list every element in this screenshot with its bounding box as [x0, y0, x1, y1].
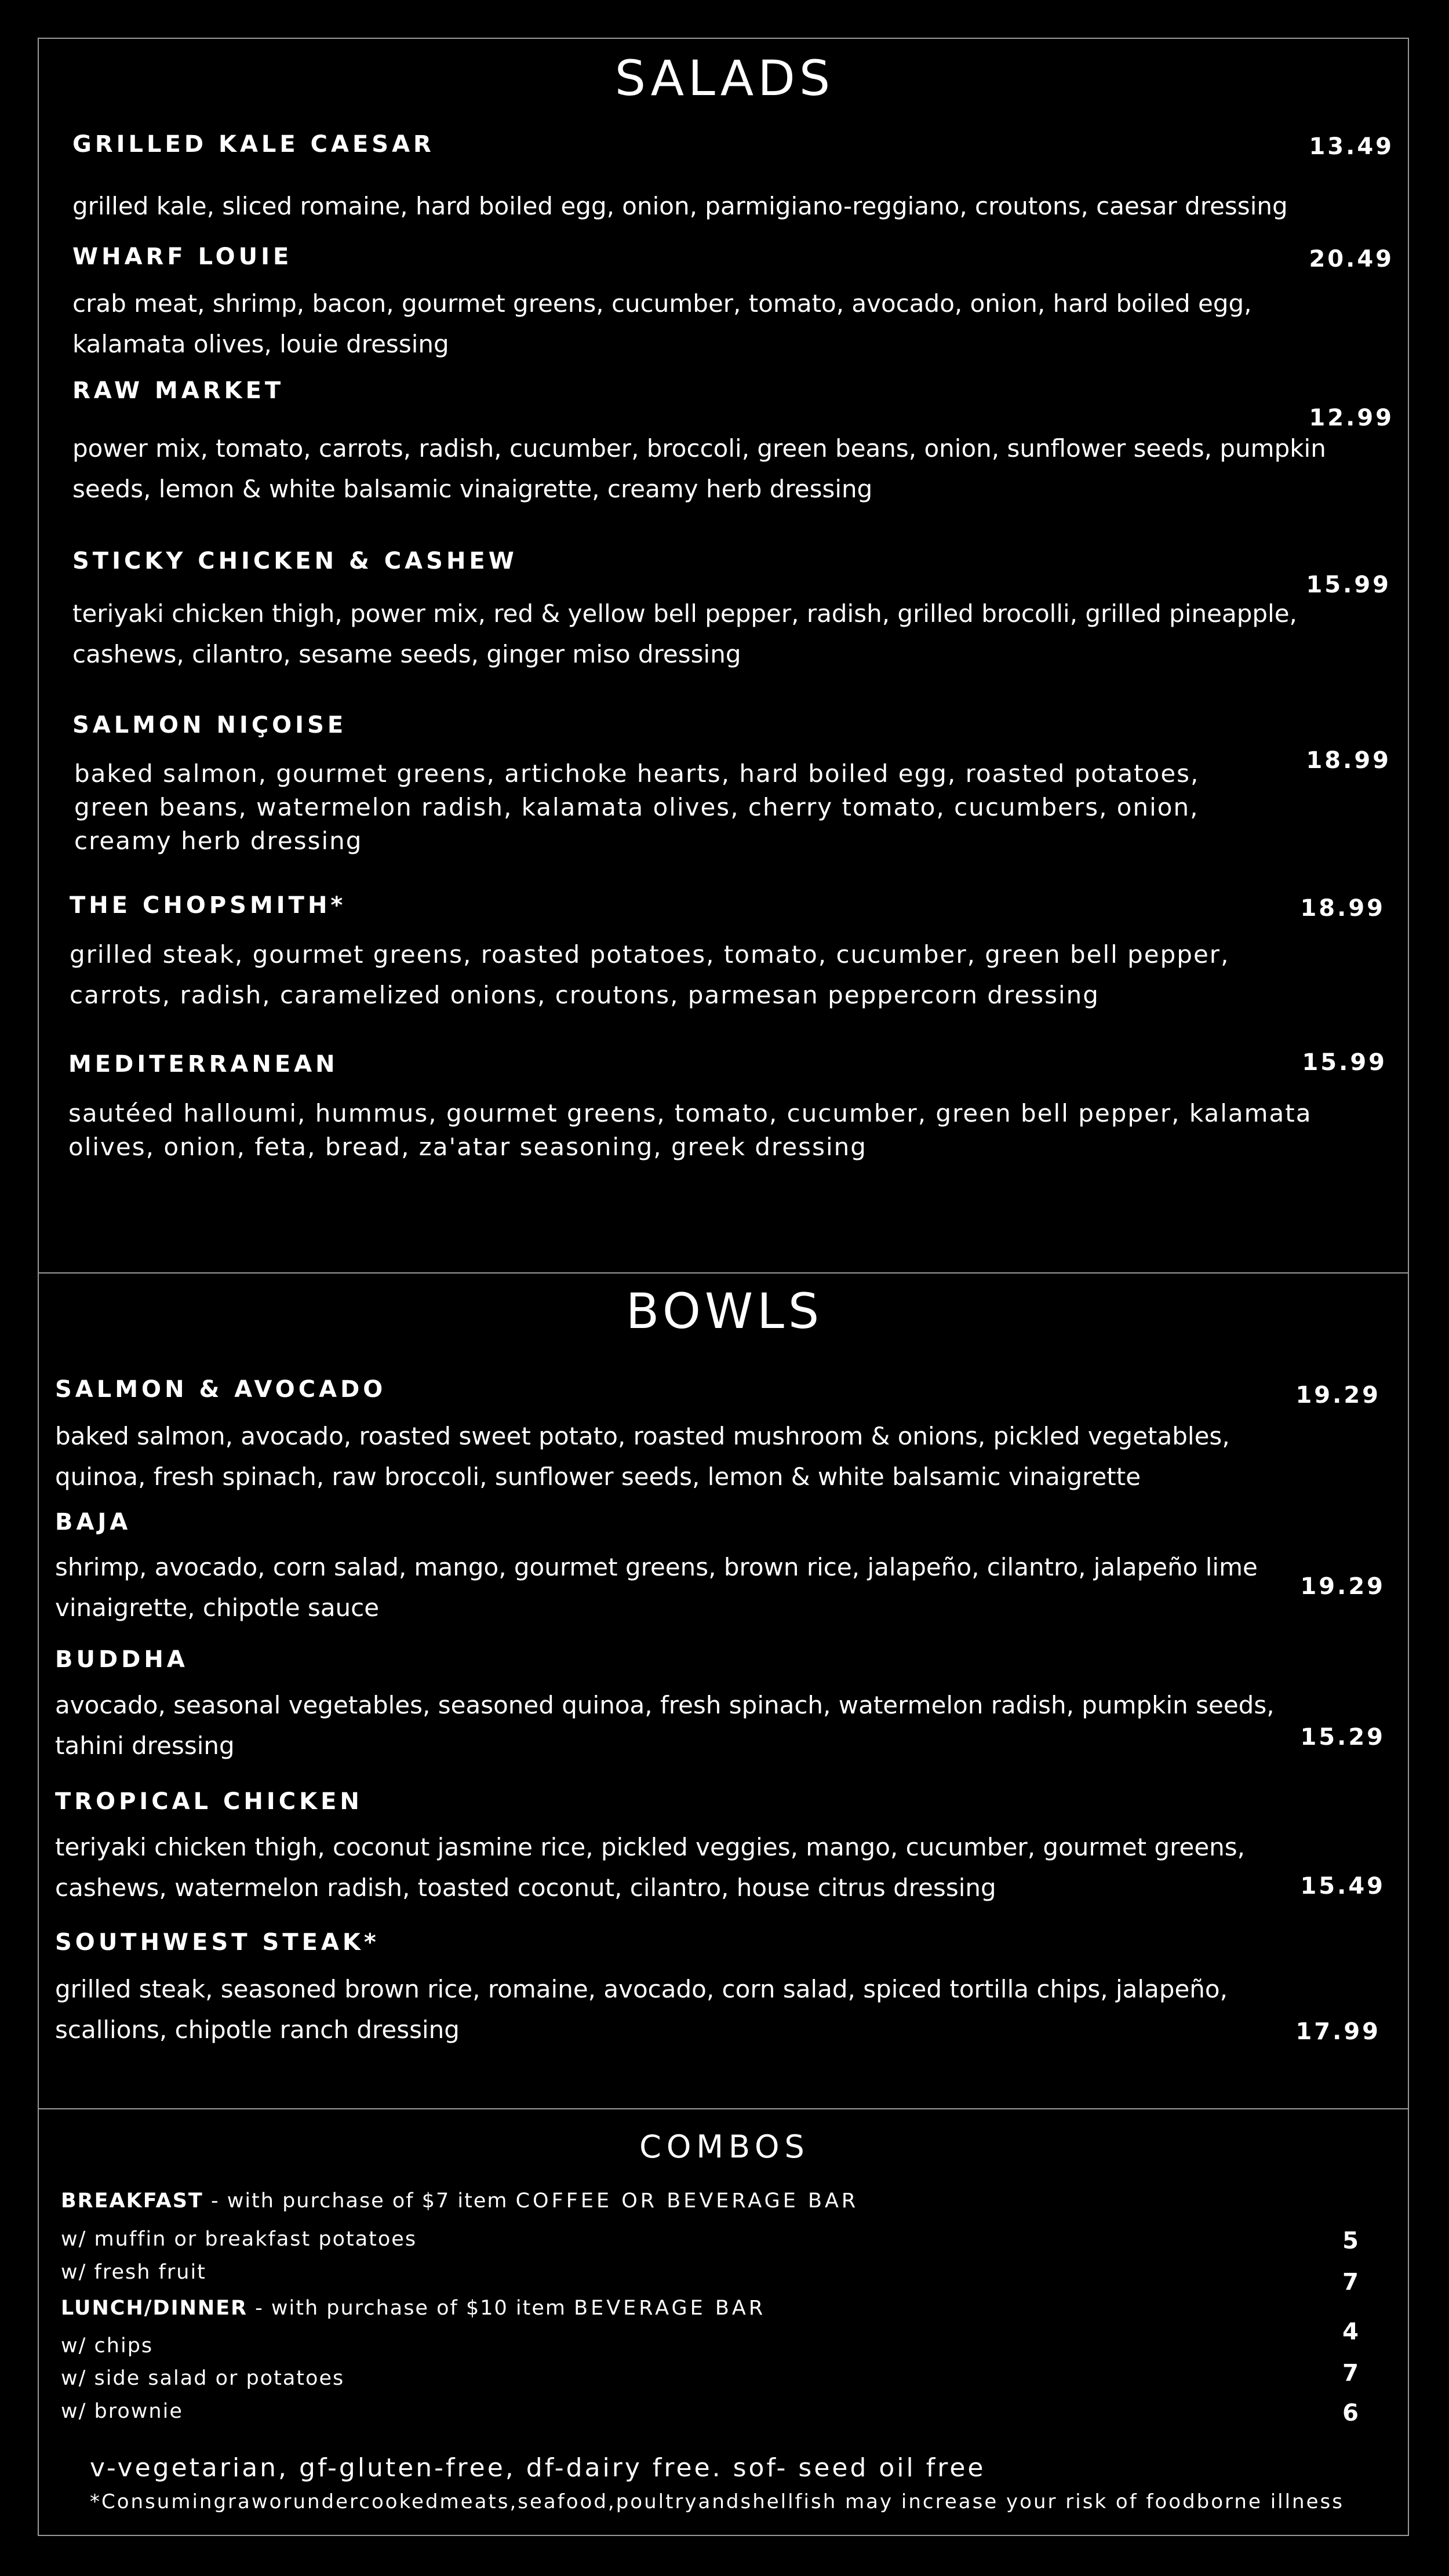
item-name: SALMON & AVOCADO: [55, 1376, 387, 1403]
item-price: 19.29: [1300, 1573, 1385, 1600]
combo-price: 4: [1342, 2319, 1359, 2345]
section-divider-bowls-combos: [38, 2108, 1409, 2109]
item-price: 17.99: [1295, 2018, 1381, 2045]
combo-lunch-bar: BEVERAGE BAR: [574, 2297, 766, 2320]
item-name: RAW MARKET: [72, 377, 285, 404]
salads-heading: SALADS: [614, 50, 835, 107]
item-name: MEDITERRANEAN: [68, 1051, 338, 1078]
item-price: 19.29: [1295, 1382, 1381, 1409]
item-description: avocado, seasonal vegetables, seasoned quinoa, fresh spinach, watermelon radish, pumpkin seeds, tahini dressing: [55, 1691, 1275, 1760]
item-description: grilled kale, sliced romaine, hard boiled egg, onion, parmigiano-reggiano, croutons, caesar dressing: [72, 192, 1288, 220]
item-description: teriyaki chicken thigh, power mix, red & yellow bell pepper, radish, grilled brocolli, grilled pineapple, cashews, cilantro, sesame seeds, ginger miso dressing: [72, 599, 1297, 668]
item-name: THE CHOPSMITH*: [70, 892, 347, 919]
combo-breakfast-label: BREAKFAST: [61, 2189, 203, 2213]
item-name: SOUTHWEST STEAK*: [55, 1929, 380, 1956]
item-price: 15.29: [1300, 1724, 1385, 1751]
item-name: GRILLED KALE CAESAR: [72, 131, 435, 158]
item-description: grilled steak, seasoned brown rice, romaine, avocado, corn salad, spiced tortilla chips, jalapeño, scallions, chipotle ranch dressing: [55, 1975, 1228, 2044]
item-description: grilled steak, gourmet greens, roasted potatoes, tomato, cucumber, green bell pepper, carrots, radish, caramelized onions, croutons, parmesan peppercorn dressing: [70, 940, 1230, 1009]
item-description: shrimp, avocado, corn salad, mango, gourmet greens, brown rice, jalapeño, cilantro, jalapeño lime vinaigrette, chipotle sauce: [55, 1553, 1258, 1622]
combo-option: w/ chips: [61, 2334, 154, 2357]
item-name: WHARF LOUIE: [72, 243, 293, 270]
item-description: baked salmon, avocado, roasted sweet potato, roasted mushroom & onions, pickled vegetables, quinoa, fresh spinach, raw broccoli, sunflower seeds, lemon & white balsamic vinaigrette: [55, 1422, 1230, 1491]
item-description: sautéed halloumi, hummus, gourmet greens, tomato, cucumber, green bell pepper, kalamata olives, onion, feta, bread, za'atar seasoning, greek dressing: [68, 1099, 1312, 1161]
combo-option: w/ side salad or potatoes: [61, 2367, 345, 2390]
dietary-legend: v-vegetarian, gf-gluten-free, df-dairy free. sof- seed oil free: [90, 2453, 986, 2483]
item-price: 12.99: [1309, 405, 1394, 431]
item-description: crab meat, shrimp, bacon, gourmet greens, cucumber, tomato, avocado, onion, hard boiled egg, kalamata olives, louie dressing: [72, 289, 1252, 358]
combo-price: 5: [1342, 2228, 1359, 2254]
combo-option: w/ muffin or breakfast potatoes: [61, 2228, 417, 2251]
combo-breakfast-header: [61, 2189, 858, 2213]
combo-lunch-condition: - with purchase of $10 item: [247, 2297, 574, 2320]
item-price: 15.49: [1300, 1873, 1385, 1900]
item-price: 13.49: [1309, 133, 1394, 160]
combo-option: w/ brownie: [61, 2400, 183, 2423]
item-name: BAJA: [55, 1509, 132, 1536]
item-description: baked salmon, gourmet greens, artichoke hearts, hard boiled egg, roasted potatoes, green beans, watermelon radish, kalamata olives, cherry tomato, cucumbers, onion, creamy herb dressing: [74, 759, 1200, 855]
combo-lunch-label: LUNCH/DINNER: [61, 2297, 248, 2320]
item-name: STICKY CHICKEN & CASHEW: [72, 548, 518, 574]
item-description: teriyaki chicken thigh, coconut jasmine rice, pickled veggies, mango, cucumber, gourmet greens, cashews, watermelon radish, toasted coconut, cilantro, house citrus dressing: [55, 1833, 1246, 1902]
item-name: SALMON NIÇOISE: [72, 712, 347, 738]
combo-price: 6: [1342, 2400, 1359, 2426]
combo-lunch-header: [61, 2297, 766, 2320]
food-safety-disclaimer: *Consumingraworundercookedmeats,seafood,poultryandshellfish may increase your risk of foodborne illness: [90, 2490, 1344, 2513]
bowls-heading: BOWLS: [625, 1283, 824, 1340]
combo-price: 7: [1342, 2269, 1359, 2295]
section-divider-salads-bowls: [38, 1272, 1409, 1274]
item-description: power mix, tomato, carrots, radish, cucumber, broccoli, green beans, onion, sunflower seeds, pumpkin seeds, lemon & white balsamic vinaigrette, creamy herb dressing: [72, 434, 1326, 503]
item-name: BUDDHA: [55, 1646, 188, 1673]
combo-price: 7: [1342, 2360, 1359, 2386]
item-price: 15.99: [1306, 572, 1391, 598]
item-name: TROPICAL CHICKEN: [55, 1788, 363, 1815]
item-price: 20.49: [1309, 246, 1394, 272]
combos-heading: COMBOS: [639, 2129, 810, 2165]
combo-option: w/ fresh fruit: [61, 2261, 206, 2284]
combo-breakfast-bar: COFFEE OR BEVERAGE BAR: [515, 2189, 859, 2213]
combo-breakfast-condition: - with purchase of $7 item: [203, 2189, 516, 2213]
item-price: 18.99: [1306, 747, 1391, 774]
item-price: 15.99: [1302, 1049, 1387, 1076]
item-price: 18.99: [1300, 895, 1385, 922]
